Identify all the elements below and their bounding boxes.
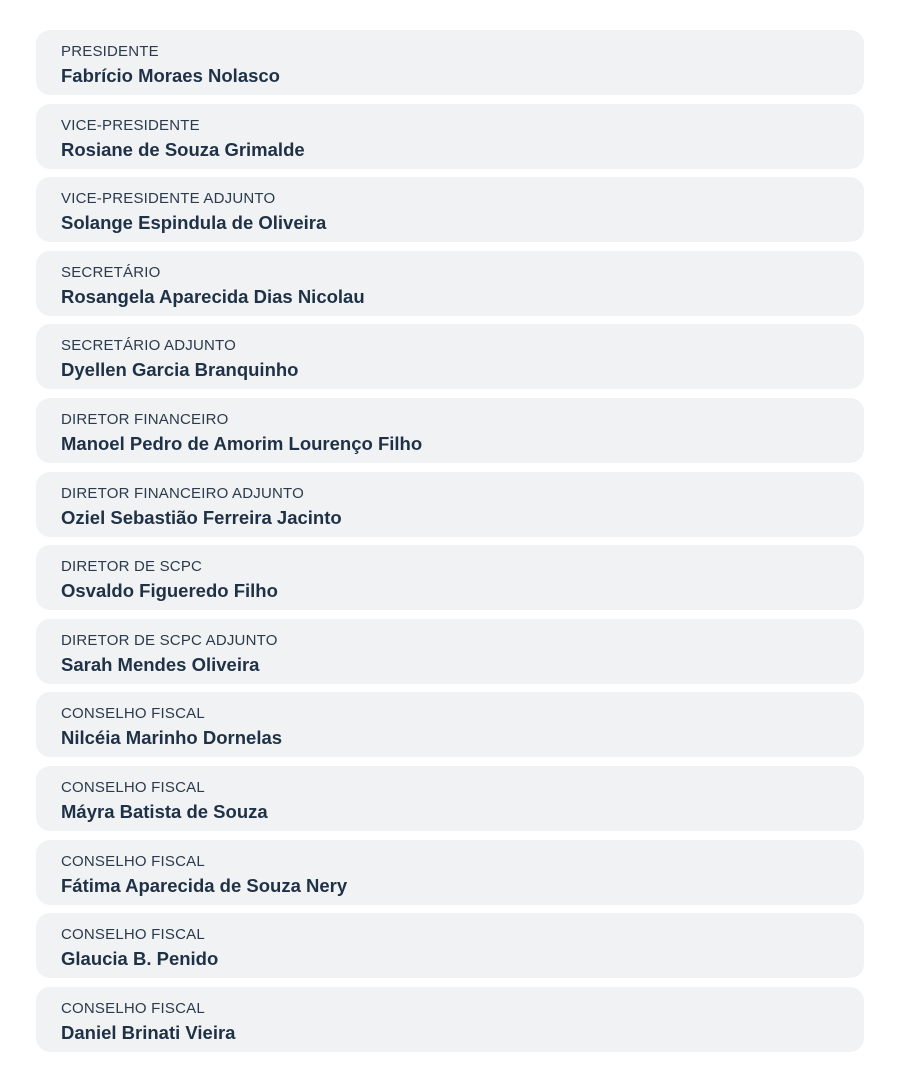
member-name: Rosangela Aparecida Dias Nicolau — [61, 285, 365, 307]
member-name: Sarah Mendes Oliveira — [61, 653, 260, 675]
member-name: Daniel Brinati Vieira — [61, 1021, 236, 1043]
member-card — [36, 324, 864, 389]
member-name: Manoel Pedro de Amorim Lourenço Filho — [61, 432, 423, 454]
member-role: PRESIDENTE — [61, 43, 159, 60]
member-name: Solange Espindula de Oliveira — [61, 212, 327, 234]
member-role: CONSELHO FISCAL — [61, 999, 205, 1017]
member-name: Dyellen Garcia Branquinho — [61, 359, 299, 381]
member-name: Osvaldo Figueredo Filho — [61, 580, 278, 602]
member-card — [36, 545, 864, 610]
member-role: CONSELHO FISCAL — [61, 926, 205, 944]
member-card — [36, 251, 864, 316]
member-card — [36, 987, 864, 1052]
member-role: DIRETOR FINANCEIRO ADJUNTO — [61, 484, 305, 502]
member-card — [36, 766, 864, 831]
member-role: CONSELHO FISCAL — [61, 778, 205, 796]
member-role: VICE-PRESIDENTE — [61, 116, 200, 134]
member-name: Máyra Batista de Souza — [61, 800, 268, 822]
member-card — [36, 619, 864, 684]
member-name: Fátima Aparecida de Souza Nery — [61, 874, 348, 896]
member-card — [36, 177, 864, 242]
member-name: Nilcéia Marinho Dornelas — [61, 727, 283, 749]
member-role: CONSELHO FISCAL — [61, 705, 205, 723]
member-name: Glaucia B. Penido — [61, 948, 219, 970]
member-card — [36, 398, 864, 463]
member-role: DIRETOR DE SCPC — [61, 558, 203, 576]
member-card — [36, 913, 864, 978]
member-name: Oziel Sebastião Ferreira Jacinto — [61, 506, 342, 528]
board-member-list — [36, 30, 864, 1060]
member-role: VICE-PRESIDENTE ADJUNTO — [61, 190, 276, 208]
member-card — [36, 472, 864, 537]
member-role: SECRETÁRIO ADJUNTO — [61, 337, 237, 355]
member-card — [36, 30, 864, 95]
member-name: Fabrício Moraes Nolasco — [61, 65, 280, 86]
member-role: CONSELHO FISCAL — [61, 852, 205, 870]
member-role: DIRETOR DE SCPC ADJUNTO — [61, 631, 278, 649]
member-name: Rosiane de Souza Grimalde — [61, 138, 305, 160]
member-role: DIRETOR FINANCEIRO — [61, 410, 229, 428]
member-card — [36, 840, 864, 905]
member-role: SECRETÁRIO — [61, 263, 161, 281]
member-card — [36, 104, 864, 169]
member-card — [36, 692, 864, 757]
